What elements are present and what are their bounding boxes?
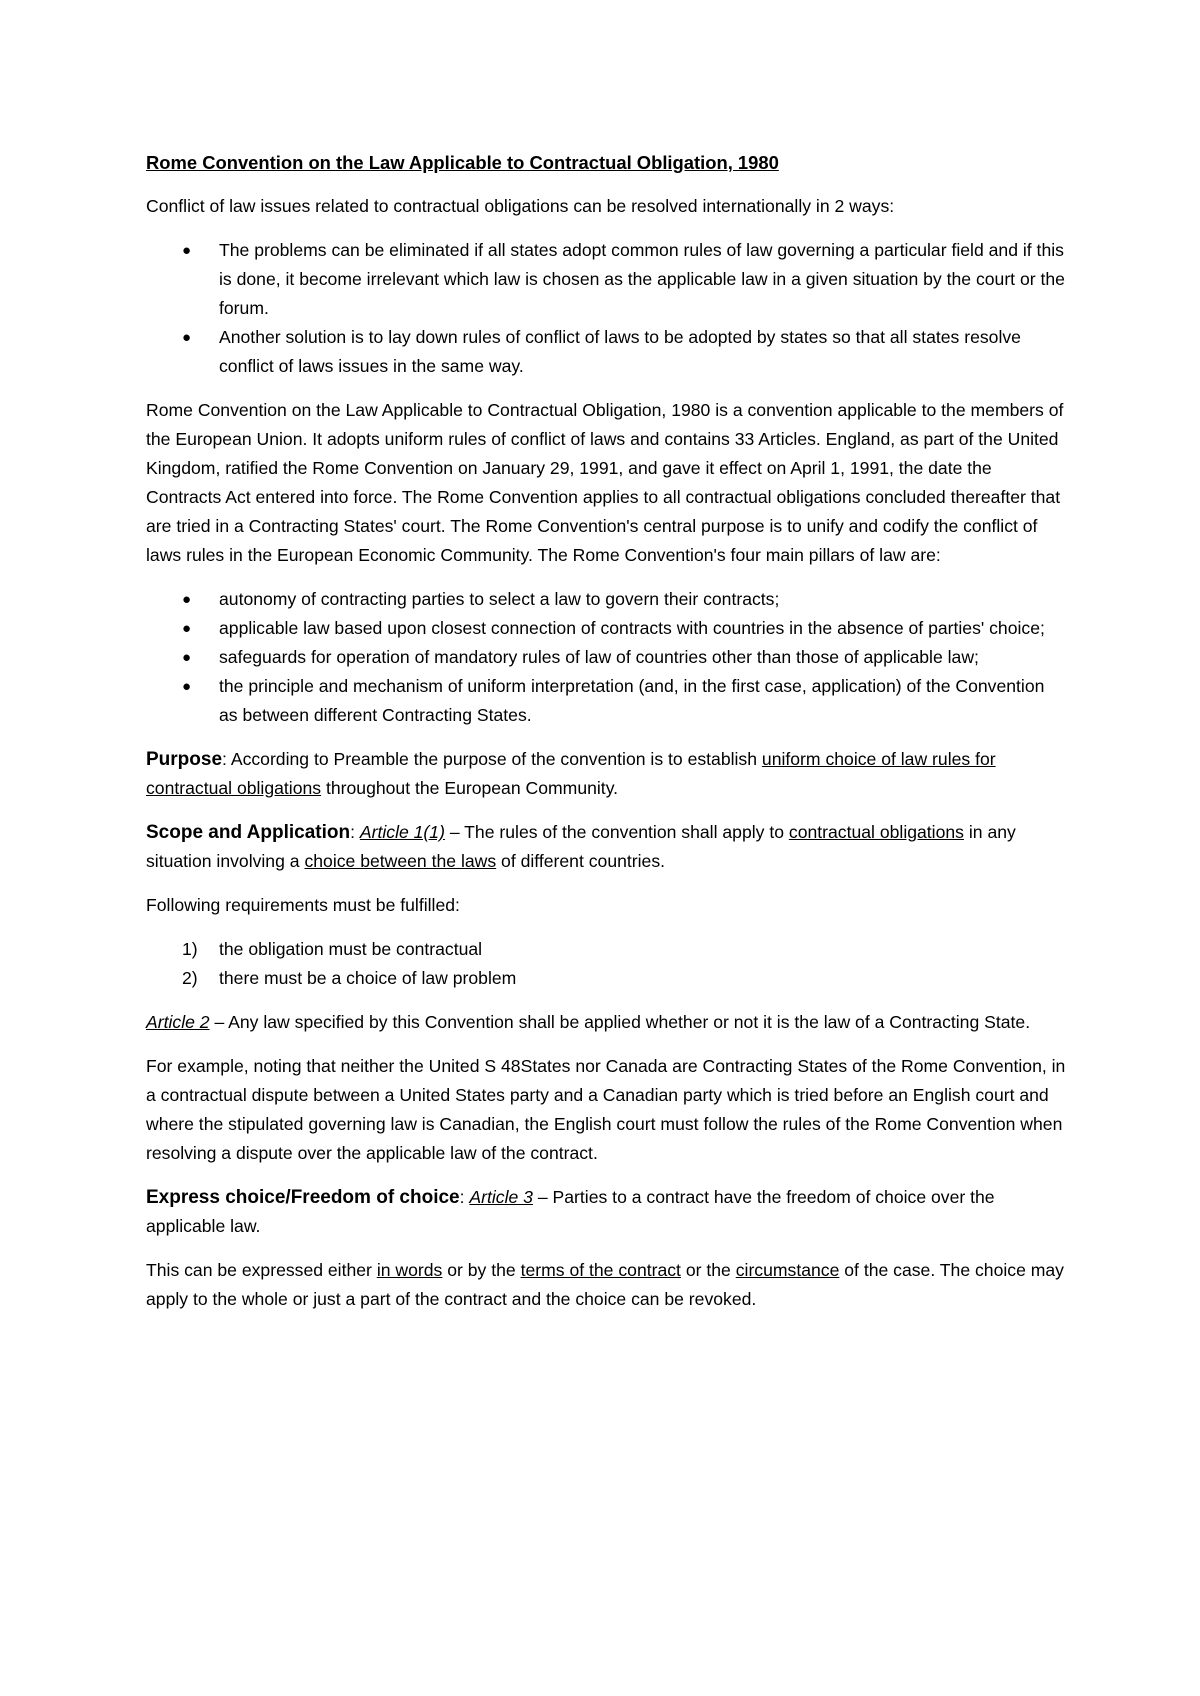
underlined-phrase: contractual obligations — [788, 822, 964, 842]
list-item: ● Another solution is to lay down rules of conflict of laws to be adopted by states so that all states resolve conflict of laws issues in the same way. — [146, 323, 1066, 381]
list-item: 2) there must be a choice of law problem — [182, 968, 517, 988]
requirements-intro: Following requirements must be fulfilled: — [146, 895, 460, 915]
bullet-icon: ● — [182, 649, 192, 666]
bullet-icon: ● — [182, 329, 192, 346]
example-paragraph: For example, noting that neither the United S 48States nor Canada are Contracting States of the Rome Convention, in a contractual dispute between a United States party and a Canadian party which is tried before an English court and where the stipulated governing law is Canadian, the English court must follow the rules of the Rome Convention when resolving a dispute over the applicable law of the contract. — [146, 1056, 1066, 1163]
list-item: ● applicable law based upon closest connection of contracts with countries in the absence of parties' choice; — [146, 614, 1066, 643]
article2-paragraph: Article 2 – Any law specified by this Convention shall be applied whether or not it is the law of a Contracting State. — [146, 1012, 1031, 1032]
list-item: 1) the obligation must be contractual — [182, 939, 483, 959]
bullet-icon: ● — [182, 620, 192, 637]
article-reference: Article 3 — [469, 1187, 533, 1207]
underlined-phrase: terms of the contract — [520, 1260, 681, 1280]
ways-list — [146, 236, 1066, 381]
express-choice-paragraph: Express choice/Freedom of choice: Article 3 – Parties to a contract have the freedom of choice over the applicable law. — [146, 1187, 995, 1236]
requirements-list — [146, 935, 1066, 993]
underlined-phrase: in words — [376, 1260, 443, 1280]
underlined-phrase: circumstance — [735, 1260, 840, 1280]
bullet-icon: ● — [182, 242, 192, 259]
underlined-phrase: choice between the laws — [304, 851, 497, 871]
list-item: ● the principle and mechanism of uniform interpretation (and, in the first case, application) of the Convention as between different Contracting States. — [146, 672, 1066, 730]
document-page — [146, 148, 1066, 1329]
list-item: ● The problems can be eliminated if all states adopt common rules of law governing a particular field and if this is done, it become irrelevant which law is chosen as the applicable law in a given situation by the court or the forum. — [146, 236, 1066, 323]
overview-paragraph: Rome Convention on the Law Applicable to Contractual Obligation, 1980 is a convention applicable to the members of the European Union. It adopts uniform rules of conflict of laws and contains 33 Articles. England, as part of the United Kingdom, ratified the Rome Convention on January 29, 1991, and gave it effect on April 1, 1991, the date the Contracts Act entered into force. The Rome Convention applies to all contractual obligations concluded thereafter that are tried in a Contracting States' court. The Rome Convention's central purpose is to unify and codify the conflict of laws rules in the European Economic Community. The Rome Convention's four main pillars of law are: — [146, 400, 1064, 565]
scope-heading: Scope and Application — [146, 822, 351, 843]
intro-paragraph: Conflict of law issues related to contractual obligations can be resolved internationally in 2 ways: — [146, 196, 895, 216]
scope-paragraph: Scope and Application: Article 1(1) – The rules of the convention shall apply to contractual obligations in any situation involving a choice between the laws of different countries. — [146, 822, 1016, 871]
article-reference: Article 2 — [146, 1012, 210, 1032]
underlined-phrase: uniform choice of law rules for contractual obligations — [146, 749, 996, 798]
purpose-heading: Purpose — [146, 749, 223, 770]
expressed-paragraph: This can be expressed either in words or by the terms of the contract or the circumstance of the case. The choice may apply to the whole or just a part of the contract and the choice can be revoked. — [146, 1260, 1064, 1309]
article-reference: Article 1(1) — [359, 822, 445, 842]
purpose-paragraph: Purpose: According to Preamble the purpose of the convention is to establish uniform choice of law rules for contractual obligations throughout the European Community. — [146, 749, 996, 798]
pillars-list — [146, 585, 1066, 730]
document-title: Rome Convention on the Law Applicable to Contractual Obligation, 1980 — [146, 152, 779, 173]
list-item: ● autonomy of contracting parties to select a law to govern their contracts; — [146, 585, 1066, 614]
list-item: ● safeguards for operation of mandatory rules of law of countries other than those of applicable law; — [146, 643, 1066, 672]
express-choice-heading: Express choice/Freedom of choice — [146, 1187, 460, 1208]
bullet-icon: ● — [182, 591, 192, 608]
bullet-icon: ● — [182, 678, 192, 695]
